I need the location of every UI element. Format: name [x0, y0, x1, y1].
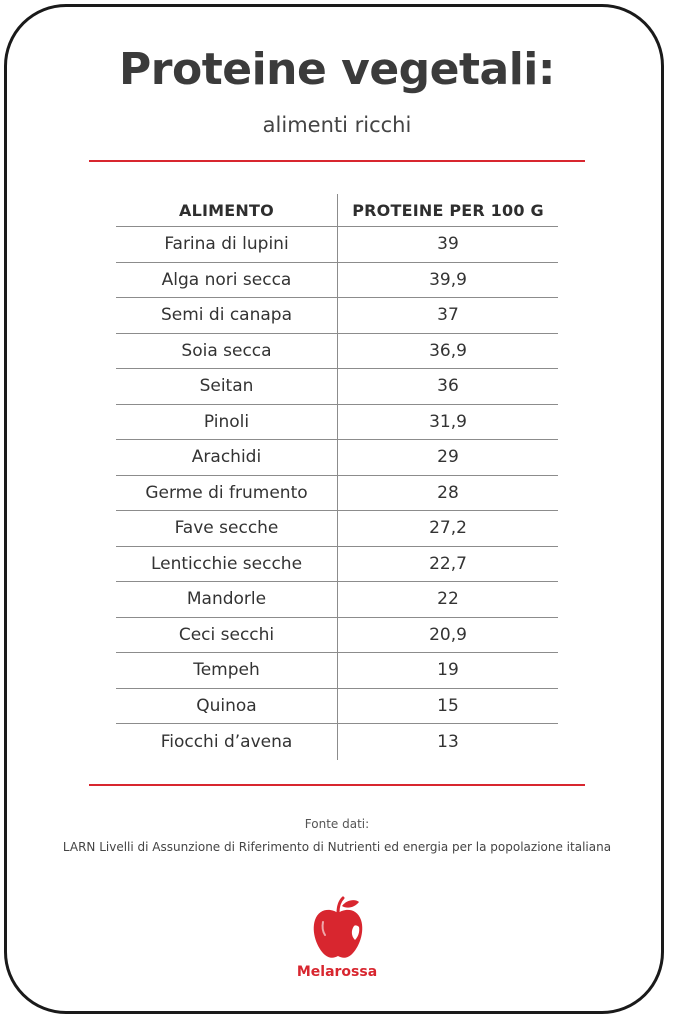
- source-citation: LARN Livelli di Assunzione di Riferimento di Nutrienti ed energia per la popolazione italiana: [62, 840, 612, 854]
- protein-cell: 20,9: [429, 624, 467, 645]
- table-row: [116, 334, 558, 370]
- food-cell: Alga nori secca: [116, 263, 338, 298]
- food-cell: Fiocchi d’avena: [116, 724, 338, 760]
- food-cell: Fave secche: [116, 511, 338, 546]
- food-cell: Pinoli: [116, 405, 338, 440]
- protein-table: [116, 194, 558, 760]
- table-row: [116, 618, 558, 654]
- page-title: Proteine vegetali:: [119, 44, 555, 95]
- protein-cell: 27,2: [429, 518, 467, 539]
- table-row: [116, 547, 558, 583]
- column-header-food: ALIMENTO: [116, 194, 338, 226]
- table-row: [116, 298, 558, 334]
- food-cell: Quinoa: [116, 689, 338, 724]
- table-header-row: [116, 194, 558, 227]
- protein-cell: 29: [437, 447, 459, 468]
- table-row: [116, 582, 558, 618]
- food-cell: Ceci secchi: [116, 618, 338, 653]
- table-row: [116, 689, 558, 725]
- protein-cell: 39,9: [429, 269, 467, 290]
- food-cell: Mandorle: [116, 582, 338, 617]
- source-label: Fonte dati:: [304, 817, 370, 831]
- table-row: [116, 511, 558, 547]
- food-cell: Lenticchie secche: [116, 547, 338, 582]
- page-subtitle: alimenti ricchi: [262, 113, 412, 137]
- table-row: [116, 227, 558, 263]
- brand-name: Melarossa: [296, 964, 378, 980]
- protein-cell: 36,9: [429, 340, 467, 361]
- protein-cell: 13: [437, 731, 459, 752]
- food-cell: Seitan: [116, 369, 338, 404]
- protein-cell: 31,9: [429, 411, 467, 432]
- protein-cell: 22,7: [429, 553, 467, 574]
- protein-cell: 36: [437, 376, 459, 397]
- top-divider: [89, 160, 585, 162]
- food-cell: Germe di frumento: [116, 476, 338, 511]
- table-row: [116, 653, 558, 689]
- apple-logo-icon: [309, 896, 367, 962]
- bottom-divider: [89, 784, 585, 786]
- table-row: [116, 440, 558, 476]
- food-cell: Arachidi: [116, 440, 338, 475]
- table-row: [116, 724, 558, 760]
- protein-cell: 19: [437, 660, 459, 681]
- food-cell: Semi di canapa: [116, 298, 338, 333]
- protein-cell: 15: [437, 695, 459, 716]
- column-header-protein: PROTEINE PER 100 G: [352, 200, 544, 220]
- food-cell: Tempeh: [116, 653, 338, 688]
- protein-cell: 28: [437, 482, 459, 503]
- table-row: [116, 405, 558, 441]
- table-row: [116, 263, 558, 299]
- food-cell: Soia secca: [116, 334, 338, 369]
- protein-cell: 39: [437, 234, 459, 255]
- food-cell: Farina di lupini: [116, 227, 338, 262]
- table-row: [116, 476, 558, 512]
- table-row: [116, 369, 558, 405]
- protein-cell: 22: [437, 589, 459, 610]
- protein-cell: 37: [437, 305, 459, 326]
